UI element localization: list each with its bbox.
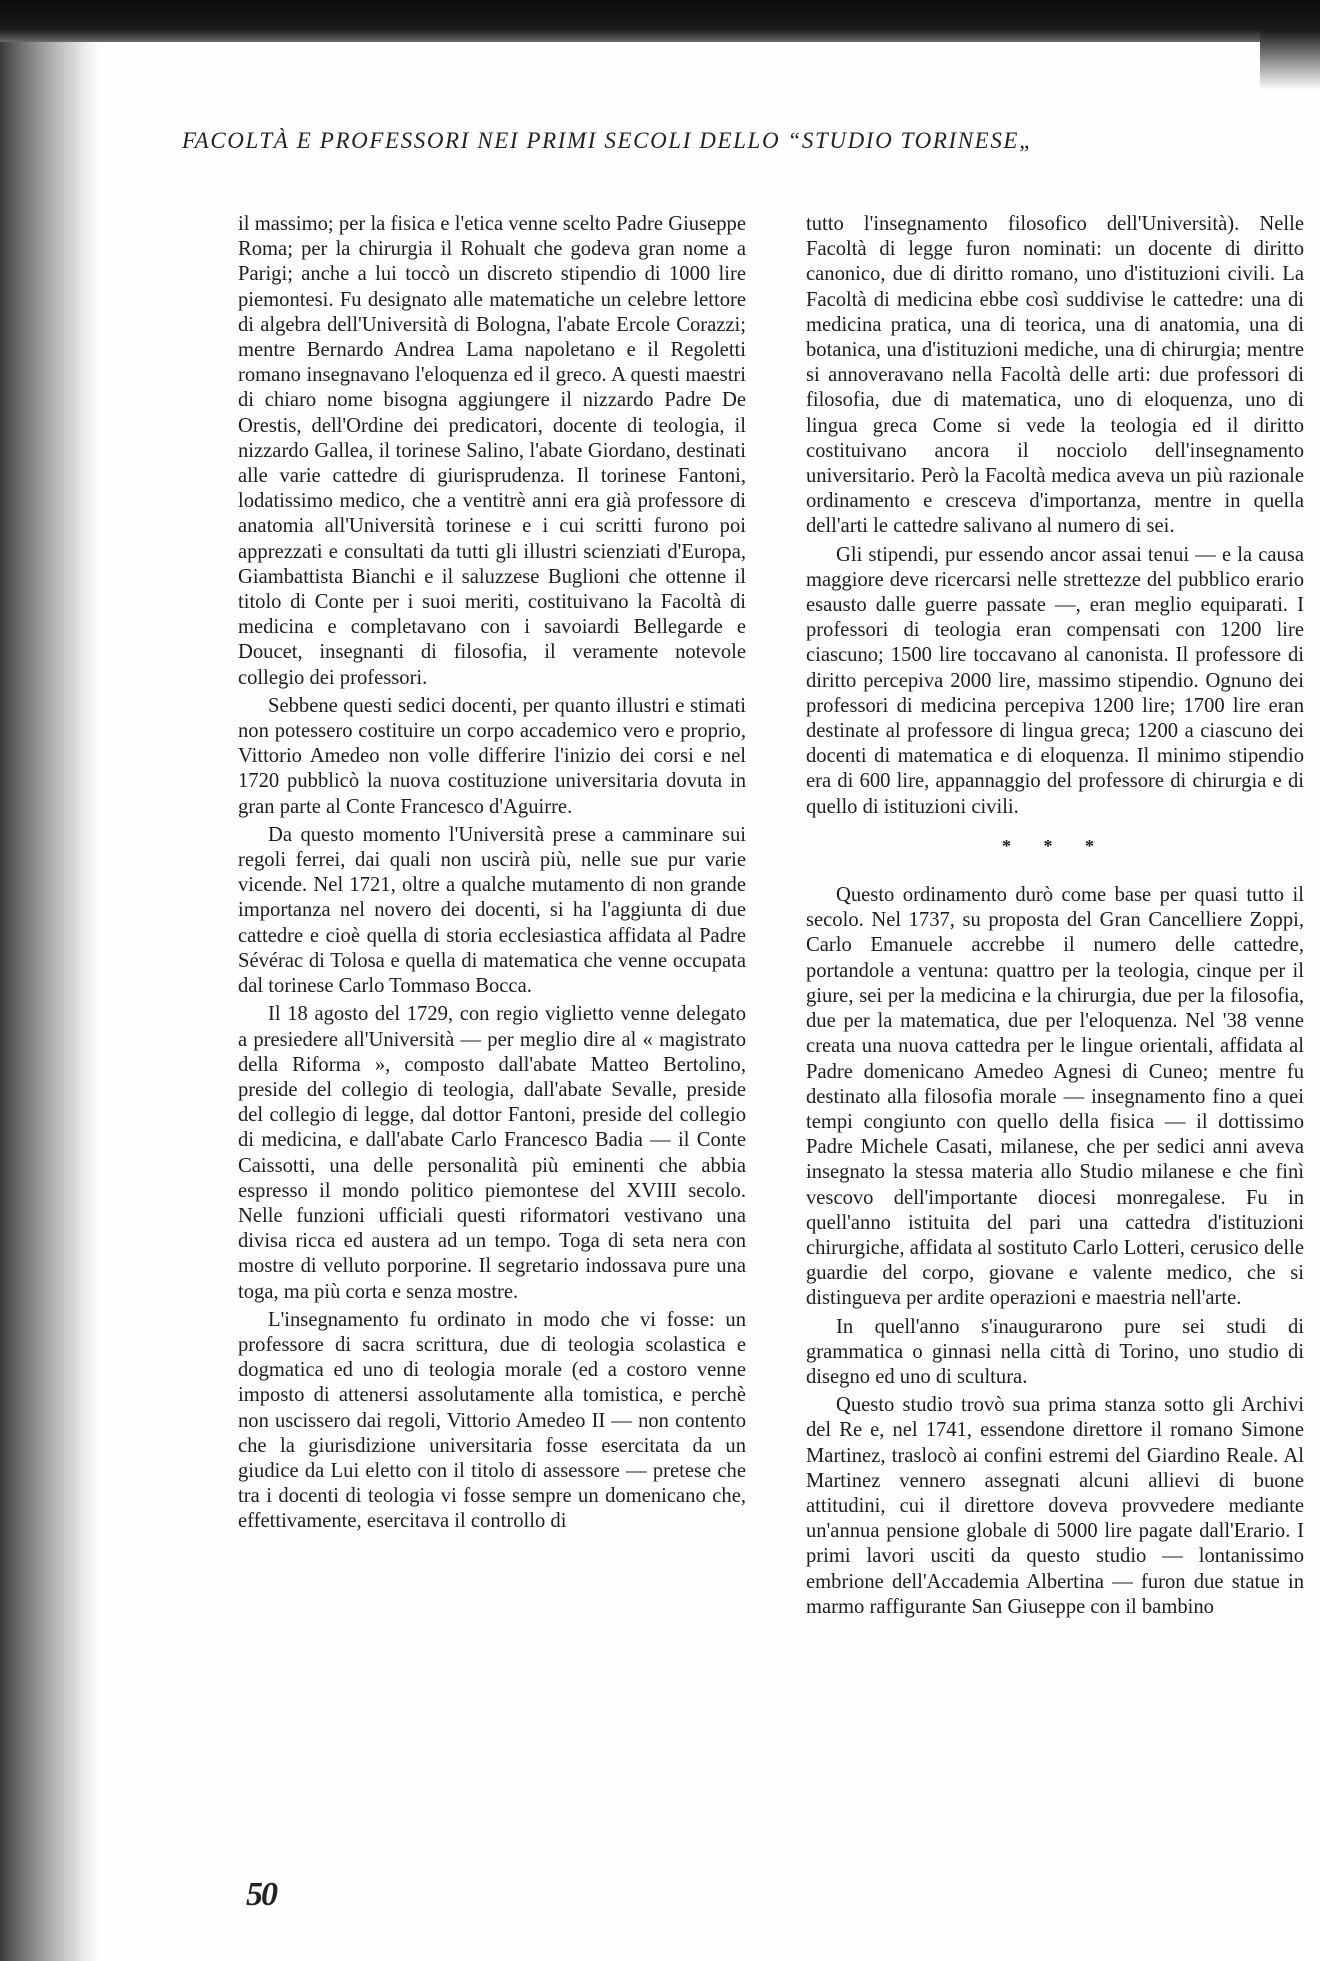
paragraph: Gli stipendi, pur essendo ancor assai tenui — e la causa maggiore deve ricercarsi nelle strettezze del pubblico erario esausto dalle guerre passate —, eran meglio equiparati. I professori di teologia eran compensati con 1200 lire ciascuno; 1500 lire toccavano al canonista. Il professore di diritto percepiva 2000 lire, massimo stipendio. Ognuno dei professori di medicina percepiva 1200 lire; 1700 lire eran destinate al professore di lingua greca; 1200 a ciascuno dei docenti di matematica e di eloquenza. Il minimo stipendio era di 600 lire, appannaggio del professore di chirurgia e di quello di istituzioni civili. [806, 543, 1304, 818]
paragraph: Sebbene questi sedici docenti, per quanto illustri e stimati non potessero costituire un corpo accademico vero e proprio, Vittorio Amedeo non volle differire l'inizio dei corsi e nel 1720 pubblicò la nuova costituzione universitaria dovuta in gran parte al Conte Francesco d'Aguirre. [238, 694, 746, 818]
page-number: 50 [246, 1876, 276, 1913]
section-separator: * * * [1002, 835, 1108, 856]
paragraph: L'insegnamento fu ordinato in modo che vi fosse: un professore di sacra scrittura, due di teologia scolastica e dogmatica ed uno di teologia morale (ed a costoro venne imposto di attenersi assolutamente alla tomistica, e perchè non uscissero dai regoli, Vittorio Amedeo II — non contento che la giurisdizione universitaria fosse esercitata da un giudice da Lui eletto con il titolo di assessore — pretese che tra i docenti di teologia vi fosse sempre un domenicano che, effettivamente, esercitava il controllo di [238, 1308, 746, 1533]
paragraph: In quell'anno s'inaugurarono pure sei studi di grammatica o ginnasi nella città di Torino, uno studio di disegno ed uno di scultura. [806, 1315, 1304, 1388]
paragraph: Da questo momento l'Università prese a camminare sui regoli ferrei, dai quali non uscirà più, nelle sue pur varie vicende. Nel 1721, oltre a qualche mutamento di non grande importanza nel novero dei docenti, si ha l'aggiunta di due cattedre e cioè quella di storia ecclesiastica affidata al Padre Sévérac di Tolosa e quella di matematica che venne occupata dal torinese Carlo Tommaso Bocca. [238, 823, 746, 998]
running-head: FACOLTÀ E PROFESSORI NEI PRIMI SECOLI DELLO “STUDIO TORINESE„ [182, 128, 1034, 153]
left-column [238, 212, 746, 1535]
right-column [806, 212, 1304, 1620]
scan-binding-shadow [0, 42, 100, 1961]
paragraph: il massimo; per la fisica e l'etica venne scelto Padre Giuseppe Roma; per la chirurgia il Rohualt che godeva gran nome a Parigi; anche a lui toccò un discreto stipendio di 1000 lire piemontesi. Fu designato alle matematiche un celebre lettore di algebra dell'Università di Bologna, l'abate Ercole Corazzi; mentre Bernardo Andrea Lama napoletano e il Regoletti romano insegnavano l'eloquenza ed il greco. A questi maestri di chiaro nome bisogna aggiungere il nizzardo Padre De Orestis, dell'Ordine dei predicatori, docente di teologia, il nizzardo Gallea, il torinese Salino, l'abate Giordano, destinati alle varie cattedre di giurisprudenza. Il torinese Fantoni, lodatissimo medico, che a ventitrè anni era già professore di anatomia all'Università torinese e i cui scritti furono poi apprezzati e consultati da tutti gli illustri scienziati d'Europa, Giambattista Bianchi e il saluzzese Buglioni che ottenne il titolo di Conte per i suoi meriti, costituivano la Facoltà di medicina e completavano con i savoiardi Bellegarde e Doucet, insegnanti di filosofia, il veramente notevole collegio dei professori. [238, 213, 746, 689]
scan-top-border [0, 0, 1320, 42]
scan-corner-shadow [1260, 30, 1320, 90]
paragraph: Questo ordinamento durò come base per quasi tutto il secolo. Nel 1737, su proposta del Gran Cancelliere Zoppi, Carlo Emanuele accrebbe il numero delle cattedre, portandole a ventuna: quattro per la teologia, cinque per il giure, sei per la medicina e la chirurgia, due per la filosofia, due per la matematica, due per l'eloquenza. Nel '38 venne creata una nuova cattedra per le lingue orientali, affidata al Padre domenicano Amedeo Agnesi di Cuneo; mentre fu destinato alla filosofia morale — insegnamento fino a quei tempi congiunto con quello della fisica — il dottissimo Padre Michele Casati, milanese, che per sedici anni aveva insegnato la stessa materia allo Studio milanese e che finì vescovo dell'importante diocesi monregalese. Fu in quell'anno istituita del pari una cattedra d'istituzioni chirurgiche, affidata al sostituto Carlo Lotteri, cerusico delle guardie del corpo, giovane e valente medico, che si distingueva per ardite operazioni e maestria nell'arte. [806, 884, 1304, 1310]
paragraph: Il 18 agosto del 1729, con regio viglietto venne delegato a presiedere all'Università — per meglio dire al « magistrato della Riforma », composto dall'abate Matteo Bertolino, preside del collegio di teologia, dall'abate Sevalle, preside del collegio di legge, dal dottor Fantoni, preside del collegio di medicina, e dall'abate Carlo Francesco Badia — il Conte Caissotti, una delle personalità più eminenti che abbia espresso il mondo politico piemontese del XVIII secolo. Nelle funzioni ufficiali questi riformatori vestivano una divisa ricca ed austera ad un tempo. Toga di seta nera con mostre di velluto porporine. Il segretario indossava pure una toga, ma più corta e senza mostre. [238, 1003, 746, 1303]
paragraph: tutto l'insegnamento filosofico dell'Università). Nelle Facoltà di legge furon nominati: un docente di diritto canonico, due di diritto romano, uno d'istituzioni civili. La Facoltà di medicina ebbe così suddivise le cattedre: una di medicina pratica, una di teorica, una di anatomia, una di botanica, una d'istituzioni mediche, una di chirurgia; mentre si annoveravano nella Facoltà delle arti: due professori di filosofia, due di matematica, uno di eloquenza, uno di lingua greca Come si vede la teologia ed il diritto costituivano ancora il nocciolo dell'insegnamento universitario. Però la Facoltà medica aveva un più razionale ordinamento e cresceva d'importanza, mentre in quella dell'arti le cattedre salivano al numero di sei. [806, 213, 1304, 538]
paragraph: Questo studio trovò sua prima stanza sotto gli Archivi del Re e, nel 1741, essendone direttore il romano Simone Martinez, traslocò ai confini estremi del Giardino Reale. Al Martinez vennero assegnati alcuni allievi di buone attitudini, cui il direttore doveva provvedere mediante un'annua pensione globale di 5000 lire pagate dall'Erario. I primi lavori usciti da questo studio — lontanissimo embrione dell'Accademia Albertina — furon due statue in marmo raffigurante San Giuseppe con il bambino [806, 1394, 1304, 1618]
